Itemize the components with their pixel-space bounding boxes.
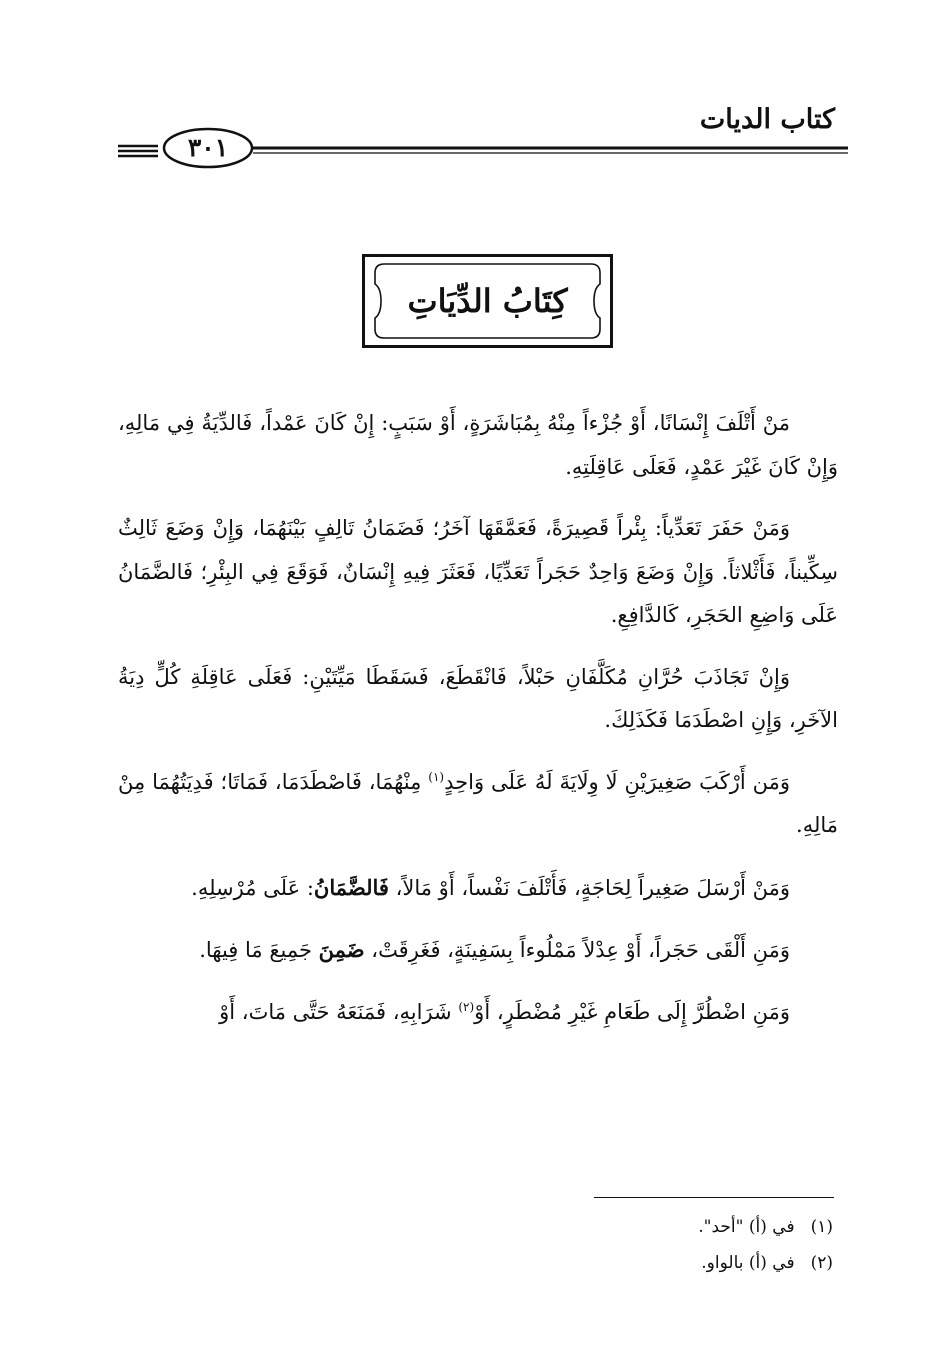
bold-term: ضَمِنَ: [318, 937, 365, 962]
text-run: مِنْهُمَا، فَاصْطَدَمَا، فَمَاتَا؛ فَدِيَتُهُمَا مِنْ مَالِهِ.: [118, 769, 838, 837]
page-number: ٣٠١: [187, 132, 229, 162]
paragraph: وَمَنْ حَفَرَ تَعَدِّياً: بِئْراً قَصِيرَةً، فَعَمَّقَهَا آخَرُ؛ فَضَمَانُ تَالِفٍ بَيْنَهُمَا، وَإِنْ وَضَعَ ثَالِثٌ سِكِّيناً، فَأَثْلاثاً. وَإِنْ وَضَعَ وَاحِدٌ حَجَراً تَعَدِّيًا، فَعَثَرَ فِيهِ إِنْسَانٌ، فَوَقَعَ فِي البِئْرِ؛ فَالضَّمَانُ عَلَى وَاضِعِ الحَجَرِ، كَالدَّافِعِ.: [118, 516, 838, 627]
text-run: وَمَنِ اضْطُرَّ إِلَى طَعَامِ غَيْرِ مُضْطَرٍ، أَوْ: [474, 999, 790, 1024]
paragraph: [118, 991, 838, 1035]
paragraph: [118, 761, 838, 848]
paragraph: وَإِنْ تَجَاذَبَ حُرَّانِ مُكَلَّفَانِ حَبْلاً، فَانْقَطَعَ، فَسَقَطَا مَيِّتَيْنِ: فَعَلَى عَاقِلَةِ كُلٍّ دِيَةُ الآخَرِ، وَإِنِ اصْطَدَمَا فَكَذَلِكَ.: [118, 664, 838, 732]
text-run: جَمِيعَ مَا فِيهَا.: [199, 938, 319, 962]
footnote-rule: [594, 1197, 834, 1198]
footnote-number: (٢): [810, 1253, 833, 1273]
paragraph: مَنْ أَتْلَفَ إِنْسَانًا، أَوْ جُزْءاً مِنْهُ بِمُبَاشَرَةٍ، أَوْ سَبَبٍ: إِنْ كَانَ عَمْداً، فَالدِّيَةُ فِي مَالِهِ، وَإِنْ كَانَ غَيْرَ عَمْدٍ، فَعَلَى عَاقِلَتِهِ.: [118, 411, 838, 479]
chapter-title: كِتَابُ الدِّيَاتِ: [407, 282, 568, 320]
text-run: وَمَنِ أَلْقَى حَجَراً، أَوْ عِدْلاً مَمْلُوءاً بِسَفِينَةٍ، فَغَرِقَتْ،: [364, 938, 790, 962]
footnote-number: (١): [810, 1217, 833, 1237]
text-run: وَمَن أَرْكَبَ صَغِيرَيْنِ لَا وِلَايَةَ لَهُ عَلَى وَاحِدٍ: [444, 769, 791, 794]
body-text: [118, 402, 838, 1052]
footnote-text: في (أ) "أحد".: [698, 1217, 795, 1237]
footnote-ref: (١): [428, 769, 445, 784]
text-run: شَرَابِهِ، فَمَنَعَهُ حَتَّى مَاتَ، أَوْ: [219, 999, 459, 1024]
running-title: كتاب الديات: [699, 104, 835, 135]
text-run: : عَلَى مُرْسِلِهِ.: [191, 875, 314, 900]
footnote: [333, 1209, 833, 1245]
footnotes: [333, 1209, 833, 1281]
footnote: [333, 1245, 833, 1281]
paragraph: [118, 928, 838, 973]
text-run: وَمَنْ أَرْسَلَ صَغِيراً لِحَاجَةٍ، فَأَتْلَفَ نَفْساً، أَوْ مَالاً،: [388, 875, 790, 900]
footnote-ref: (٢): [458, 999, 475, 1014]
bold-term: فَالضَّمَانُ: [313, 874, 389, 900]
footnote-text: في (أ) بالواو.: [701, 1253, 795, 1273]
paragraph: [118, 866, 838, 911]
